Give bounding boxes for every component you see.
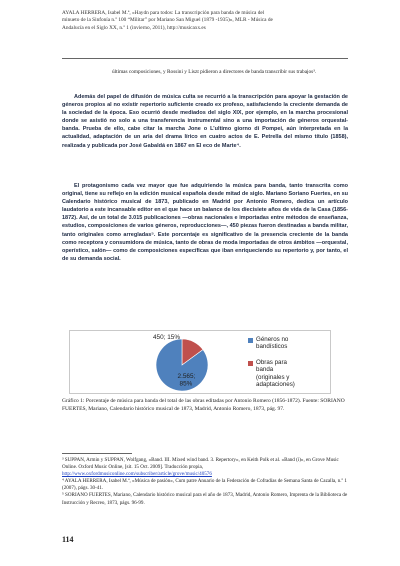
paragraph-text: El protagonismo cada vez mayor que fue adquiriendo la música para banda, tanto transcrita como original, tiene su reflejo en la edición musical española desde mitad de siglo. Mariano Soriano Fuertes, en su Calendario histórico musical de 1873, publicado en Madrid por Antonio Romero, dedica un artículo laudatorio a este incansable editor en el que hace un balance de los diecisiete años de vida de la Casa (1856-1872). Así, de un total de 3.015 publicaciones —obras nacionales e importadas entre métodos de enseñanza, estudios, composiciones de varios géneros, reproducciones—, 450 piezas fueron destinadas a banda militar, tanto originales como arregladas⁵. Este porcentaje es significativo de la presencia creciente de la banda como receptora y consumidora de música, tanto de obras de moda importadas de otros ámbitos —orquestal, operístico, salón— como de composiciones específicas que iban enriqueciendo su repertorio y, por tanto, el de su demanda social.	[62, 183, 348, 262]
figure-caption: Gráfico 1: Porcentaje de música para banda del total de las obras editadas por Antonio Romero (1856-1872). Fuente: SORIANO FUERTES, Mariano, Calendario histórico musical de 1873, Madrid, Antonio Romero, 1873, pág. 97.	[62, 398, 345, 412]
pie-chart	[69, 330, 331, 394]
legend-swatch-band	[248, 361, 253, 366]
legend-label: bandísticos	[256, 343, 288, 351]
paragraph-text: Además del papel de difusión de música culta se recurrió a la transcripción para apoyar la gestación de géneros propios al no existir repertorio suficiente creado ex profeso, satisfaciendo la creciente demanda de la sociedad de la época. Eso ocurrió desde mediados del siglo XIX, por ejemplo, en la marcha procesional donde se asistió no solo a una transferencia instrumental sino a una importación de géneros orquestal-banda. Prueba de ello, cabe citar la marcha Jone o L’ultimo giorno di Pompei, aún interpretada en la actualidad, adaptación de un aria del drama lírico en cuatro actos de E. Petrella del mismo título (1858), realizada y publicada por José Gabaldá en 1867 en El eco de Marte⁴.	[62, 94, 348, 149]
footnote-3	[62, 457, 348, 478]
header-line: AYALA HERRERA, Isabel M.ª, «Haydn para todos: La transcripción para banda de música del	[62, 10, 265, 16]
legend-swatch-non-band	[248, 338, 253, 343]
footnote-5: ⁵ SORIANO FUERTES, Mariano, Calendario histórico musical para el año de 1873, Madrid, Antonio Romero, Imprenta de la Biblioteca de Instrucción y Recreo, 1873, págs. 96-99.	[62, 492, 348, 506]
legend-label: adaptaciones)	[256, 381, 295, 389]
running-header	[62, 10, 348, 32]
footnote-4: ⁴ AYALA HERRERA, Isabel M.ª, «Música de pasión», Cum patre Anuario de la Federación de Cofradías de Semana Santa de Cazalla, n.º 1 (2007), págs. 30-41.	[62, 478, 347, 492]
body-paragraph-2	[62, 182, 348, 263]
legend-item-non-band	[256, 336, 288, 351]
header-rule	[62, 58, 348, 59]
header-line	[62, 25, 348, 32]
legend-label: banda	[256, 366, 274, 374]
pie-data-label: 2.565; 85%	[177, 372, 196, 388]
header-link-line[interactable]: Andalucía en el Siglo XX, n.º 1 (invierno, 2011), http://musicaxx.es	[62, 24, 206, 31]
footnote-3-link[interactable]: http://www.oxfordmusiconline.com/subscriber/article/grove/music/40576	[62, 471, 212, 478]
footnote-3-text: ³ SUPPAN, Armin y SUPPAN, Wolfgang, «Band. III. Mixed wind band. 3. Repertory», en Keith Polk et al. «Band (i)», en Grove Music Online. Oxford Music Online, [sit. 15 Oct. 2009]. Traducción propia,	[62, 457, 339, 471]
legend-item-band	[256, 359, 295, 389]
legend-label: Obras para	[256, 359, 287, 366]
pie-data-label: 450; 15%	[153, 334, 181, 341]
footnotes	[62, 457, 348, 507]
page-number: 114	[62, 535, 74, 544]
footnote-rule	[62, 453, 132, 454]
body-paragraph-1	[62, 93, 348, 150]
legend-label: (originales y	[256, 373, 290, 381]
legend-label: Géneros no	[256, 336, 289, 343]
header-line: minueto de la Sinfonía n.º 100 “Militar” por Mariano San Miguel (1879 -1935)», MLR - Música de	[62, 17, 273, 24]
block-quote: últimas composiciones, y Rossini y Liszt pidieron a directores de banda transcribir sus trabajos³.	[112, 69, 317, 75]
